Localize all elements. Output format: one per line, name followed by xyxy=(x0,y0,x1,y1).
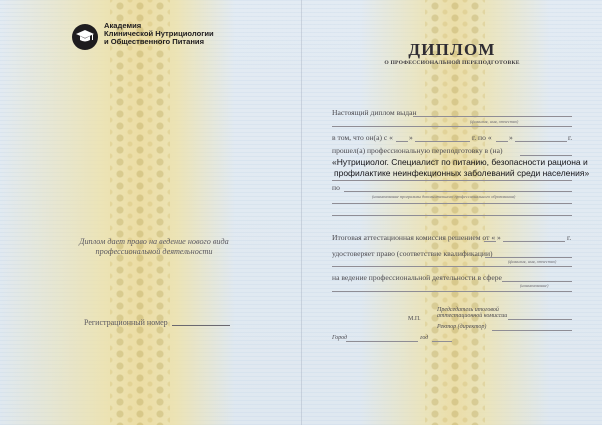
registration-line xyxy=(172,325,230,326)
by-line xyxy=(344,191,572,192)
diploma-title: ДИПЛОМ xyxy=(408,40,496,59)
blank-line xyxy=(332,215,572,216)
program-underline xyxy=(332,180,572,181)
rights-note-line: Диплом дает право на ведение нового вида xyxy=(79,237,229,246)
commission-date-line xyxy=(503,241,565,242)
quote-mark-3: » xyxy=(497,233,501,242)
blank-line xyxy=(332,266,572,267)
certifies-label: удостоверяет право (соответствие квалификации) xyxy=(332,249,493,258)
commission-label: Итоговая аттестационная комиссия решением от « xyxy=(332,233,496,242)
by-label: по xyxy=(332,183,340,192)
academy-name xyxy=(104,22,214,47)
academy-logo xyxy=(72,22,214,50)
month-year-line xyxy=(415,141,470,142)
passed-line xyxy=(520,155,572,156)
rector-label: Ректор (директор) xyxy=(437,324,487,330)
blank-line xyxy=(332,203,572,204)
day-line-2 xyxy=(496,141,508,142)
issued-hint: (фамилия, имя, отчество) xyxy=(470,119,519,124)
guilloche-band-left xyxy=(110,0,170,425)
certifies-line xyxy=(485,257,572,258)
year-line xyxy=(432,341,452,342)
commission-day-line xyxy=(484,241,496,242)
academy-name-line: и Общественного Питания xyxy=(104,37,205,47)
year-suffix: г. xyxy=(568,133,573,142)
city-label: Город xyxy=(332,335,348,341)
year-label: год xyxy=(420,335,429,341)
date-to-prefix: г. по « xyxy=(472,133,492,142)
program-hint: (наименование программы дополнительного профессионального образования) xyxy=(372,194,516,199)
quote-mark-2: » xyxy=(509,133,513,142)
passed-label: прошел(а) профессиональную переподготовку в (на) xyxy=(332,146,503,155)
quote-mark: » xyxy=(409,133,413,142)
registration-number xyxy=(84,318,230,327)
rights-note xyxy=(74,237,234,256)
program-name-line: «Нутрициолог. Специалист по питанию, безопасности рациона и xyxy=(332,157,588,167)
seal-mark: М.П. xyxy=(408,316,421,322)
month-year-line-2 xyxy=(515,141,567,142)
activity-line xyxy=(502,281,572,282)
city-line xyxy=(346,341,418,342)
rights-note-line: профессиональной деятельности xyxy=(95,246,213,256)
chair-label-line: аттестационной комиссии xyxy=(437,313,508,319)
confirm-prefix: в том, что он(а) с « xyxy=(332,133,393,142)
chair-label-line: Председатель итоговой xyxy=(437,307,499,313)
diploma-subtitle: О ПРОФЕССИОНАЛЬНОЙ ПЕРЕПОДГОТОВКЕ xyxy=(384,60,520,66)
chair-signature-line xyxy=(508,319,572,320)
activity-label: на ведение профессиональной деятельности в сфере xyxy=(332,273,502,282)
day-line xyxy=(396,141,408,142)
issued-line-2 xyxy=(332,126,572,127)
academy-name-line: Академия xyxy=(104,21,142,30)
issued-label: Настоящий диплом выдан xyxy=(332,108,417,117)
page-fold xyxy=(301,0,302,425)
blank-line xyxy=(332,291,572,292)
academy-name-line: Клинической Нутрициологии xyxy=(104,29,214,39)
activity-hint: (наименование) xyxy=(520,283,549,288)
issued-line xyxy=(413,116,572,117)
certifies-hint: (фамилия, имя, отчество) xyxy=(508,259,557,264)
registration-label: Регистрационный номер xyxy=(84,318,168,327)
rector-signature-line xyxy=(492,330,572,331)
program-name-line: профилактике неинфекционных заболеваний среди населения» xyxy=(334,168,590,178)
year-suffix-3: г. xyxy=(567,233,572,242)
graduation-cap-icon xyxy=(72,24,98,50)
